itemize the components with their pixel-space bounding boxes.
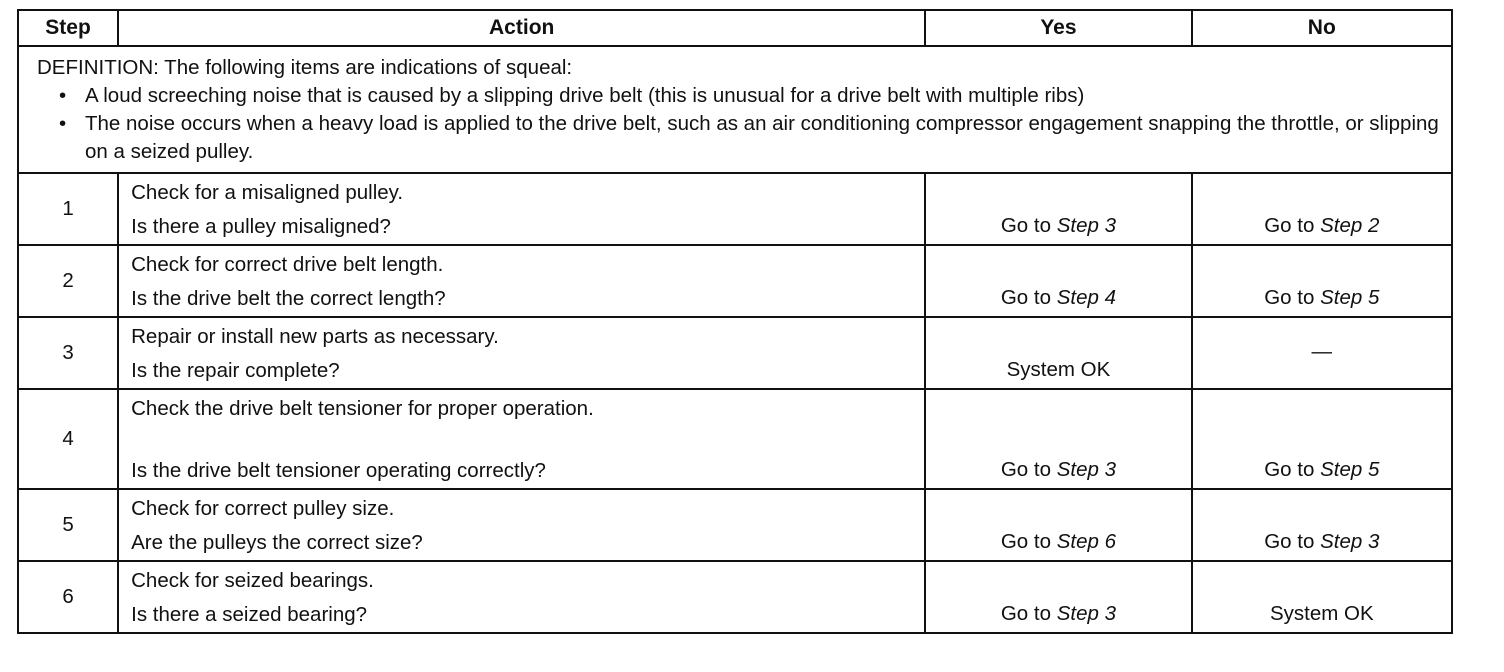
no-cell: [1192, 245, 1452, 317]
yes-step-ref: Step 4: [1056, 286, 1116, 309]
yes-step-ref: Step 6: [1056, 530, 1116, 553]
yes-step-ref: Step 3: [1056, 458, 1116, 481]
header-yes: Yes: [925, 10, 1191, 46]
definition-title: DEFINITION: The following items are indications of squeal:: [37, 56, 573, 79]
definition-bullet: • A loud screeching noise that is caused by a slipping drive belt (this is unusual for a drive belt with multiple ribs): [37, 82, 1439, 110]
no-prefix: Go to: [1264, 530, 1315, 553]
step-question: Is the drive belt tensioner operating correctly?: [131, 459, 546, 482]
step-instruction: Check for correct drive belt length.: [131, 253, 444, 276]
action-cell: [118, 389, 925, 489]
no-cell: [1192, 389, 1452, 489]
header-no: No: [1192, 10, 1452, 46]
step-number: 6: [18, 561, 118, 633]
yes-step-ref: Step 3: [1056, 602, 1116, 625]
step-number: 3: [18, 317, 118, 389]
yes-cell: [925, 317, 1191, 389]
spacer: [131, 426, 914, 454]
step-question: Is the repair complete?: [131, 359, 340, 382]
step-instruction: Check for correct pulley size.: [131, 497, 395, 520]
step-question: Is there a seized bearing?: [131, 603, 368, 626]
no-cell: [1192, 317, 1452, 389]
no-step-ref: Step 5: [1320, 458, 1380, 481]
header-action: Action: [118, 10, 925, 46]
table-row: [18, 317, 1452, 389]
action-cell: [118, 317, 925, 389]
action-cell: [118, 245, 925, 317]
step-number: 4: [18, 389, 118, 489]
step-question: Are the pulleys the correct size?: [131, 531, 423, 554]
no-cell: [1192, 173, 1452, 245]
no-step-ref: Step 5: [1320, 286, 1380, 309]
no-prefix: Go to: [1264, 214, 1315, 237]
table-row: [18, 245, 1452, 317]
definition-cell: [18, 46, 1452, 173]
step-number: 1: [18, 173, 118, 245]
action-cell: [118, 489, 925, 561]
step-instruction: Check the drive belt tensioner for proper operation.: [131, 397, 594, 420]
yes-cell: [925, 561, 1191, 633]
step-instruction: Check for seized bearings.: [131, 569, 374, 592]
yes-text: System OK: [1006, 358, 1111, 381]
yes-prefix: Go to: [1000, 530, 1051, 553]
step-number: 5: [18, 489, 118, 561]
table-row: [18, 389, 1452, 489]
step-instruction: Repair or install new parts as necessary.: [131, 325, 499, 348]
no-cell: [1192, 561, 1452, 633]
definition-row: [18, 46, 1452, 173]
step-question: Is there a pulley misaligned?: [131, 215, 391, 238]
yes-cell: [925, 245, 1191, 317]
no-prefix: Go to: [1264, 458, 1315, 481]
yes-cell: [925, 389, 1191, 489]
diagnostic-table: [17, 9, 1453, 634]
no-cell: [1192, 489, 1452, 561]
step-instruction: Check for a misaligned pulley.: [131, 181, 404, 204]
no-step-ref: Step 3: [1320, 530, 1380, 553]
definition-list: [37, 82, 1439, 166]
header-step: Step: [18, 10, 118, 46]
action-cell: [118, 173, 925, 245]
table-row: [18, 561, 1452, 633]
yes-cell: [925, 489, 1191, 561]
step-question: Is the drive belt the correct length?: [131, 287, 446, 310]
no-step-ref: Step 2: [1320, 214, 1380, 237]
table-row: [18, 489, 1452, 561]
yes-prefix: Go to: [1000, 214, 1051, 237]
no-text: System OK: [1269, 602, 1374, 625]
no-prefix: Go to: [1264, 286, 1315, 309]
step-number: 2: [18, 245, 118, 317]
yes-step-ref: Step 3: [1056, 214, 1116, 237]
definition-bullet: • The noise occurs when a heavy load is applied to the drive belt, such as an air conditioning compressor engagement snapping the throttle, or slipping on a seized pulley.: [37, 110, 1439, 166]
header-row: [18, 10, 1452, 46]
yes-prefix: Go to: [1000, 286, 1051, 309]
no-text: —: [1311, 340, 1333, 363]
yes-cell: [925, 173, 1191, 245]
table-row: [18, 173, 1452, 245]
yes-prefix: Go to: [1000, 602, 1051, 625]
action-cell: [118, 561, 925, 633]
yes-prefix: Go to: [1000, 458, 1051, 481]
